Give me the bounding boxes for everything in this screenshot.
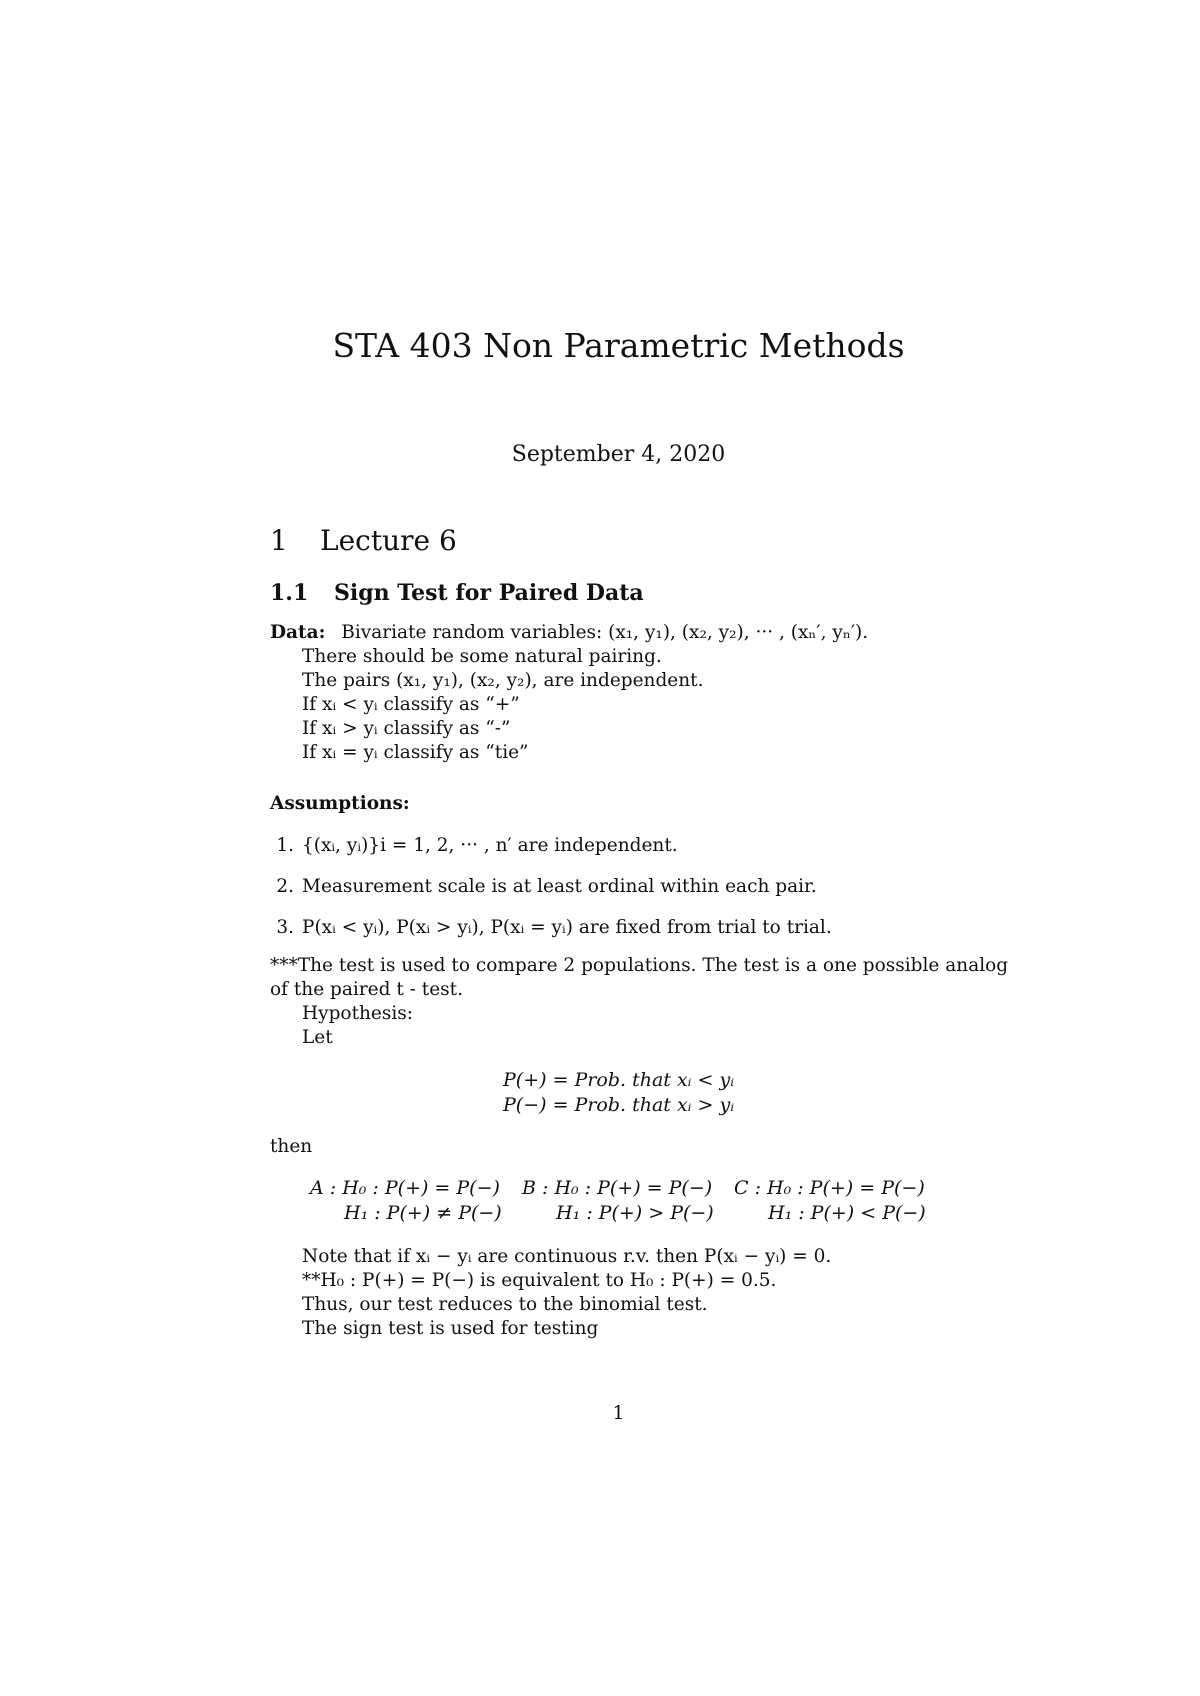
hypothesis-a-h1: H₁ : P(+) ≠ P(−) xyxy=(344,1202,502,1224)
assumptions-label: Assumptions: xyxy=(270,793,410,814)
note-line: of the paired t - test. xyxy=(270,979,463,1000)
subsection-title: Sign Test for Paired Data xyxy=(334,580,644,606)
then-label: then xyxy=(270,1136,313,1157)
subsection-number: 1.1 xyxy=(270,580,309,606)
hypothesis-a-h0: A : H₀ : P(+) = P(−) xyxy=(310,1177,500,1199)
document-title: STA 403 Non Parametric Methods xyxy=(332,326,905,365)
assumption-item xyxy=(270,876,817,897)
hypothesis-b-h0: B : H₀ : P(+) = P(−) xyxy=(522,1177,713,1199)
let-label: Let xyxy=(302,1027,333,1048)
subsection-heading xyxy=(270,580,644,606)
hypothesis-c-h1: H₁ : P(+) < P(−) xyxy=(768,1202,926,1224)
assumption-number: 2. xyxy=(276,876,294,897)
assumption-number: 1. xyxy=(276,835,294,856)
page-number: 1 xyxy=(612,1403,625,1424)
assumption-number: 3. xyxy=(276,917,294,938)
data-label: Data: xyxy=(270,622,326,643)
section-title: Lecture 6 xyxy=(320,524,457,557)
data-line: If xᵢ > yᵢ classify as “-” xyxy=(302,718,511,739)
closing-line: Note that if xᵢ − yᵢ are continuous r.v. then P(xᵢ − yᵢ) = 0. xyxy=(302,1246,832,1267)
section-heading xyxy=(270,524,457,557)
data-first-line xyxy=(270,622,868,643)
note-line: ***The test is used to compare 2 populations. The test is a one possible analog xyxy=(270,955,1009,976)
section-number: 1 xyxy=(270,524,288,557)
data-line: The pairs (x₁, y₁), (x₂, y₂), are independent. xyxy=(302,670,704,691)
hypothesis-label: Hypothesis: xyxy=(302,1003,413,1024)
assumption-item xyxy=(270,835,678,856)
data-description: Bivariate random variables: (x₁, y₁), (x₂, y₂), ··· , (xₙ′, yₙ′). xyxy=(341,622,869,643)
definition-line: P(+) = Prob. that xᵢ < yᵢ xyxy=(503,1069,735,1091)
hypothesis-c-h0: C : H₀ : P(+) = P(−) xyxy=(734,1177,925,1199)
data-line: If xᵢ < yᵢ classify as “+” xyxy=(302,694,520,715)
closing-line: Thus, our test reduces to the binomial test. xyxy=(302,1294,708,1315)
assumption-text: {(xᵢ, yᵢ)}i = 1, 2, ··· , n′ are independent. xyxy=(302,835,678,856)
closing-line: **H₀ : P(+) = P(−) is equivalent to H₀ : P(+) = 0.5. xyxy=(302,1270,777,1291)
data-line: There should be some natural pairing. xyxy=(302,646,662,667)
hypothesis-b-h1: H₁ : P(+) > P(−) xyxy=(556,1202,714,1224)
assumption-text: P(xᵢ < yᵢ), P(xᵢ > yᵢ), P(xᵢ = yᵢ) are fixed from trial to trial. xyxy=(302,917,832,938)
definition-line: P(−) = Prob. that xᵢ > yᵢ xyxy=(503,1094,735,1116)
document-date: September 4, 2020 xyxy=(511,442,726,467)
assumption-item xyxy=(270,917,832,938)
closing-line: The sign test is used for testing xyxy=(302,1318,599,1339)
data-line: If xᵢ = yᵢ classify as “tie” xyxy=(302,742,529,763)
assumption-text: Measurement scale is at least ordinal within each pair. xyxy=(302,876,817,897)
